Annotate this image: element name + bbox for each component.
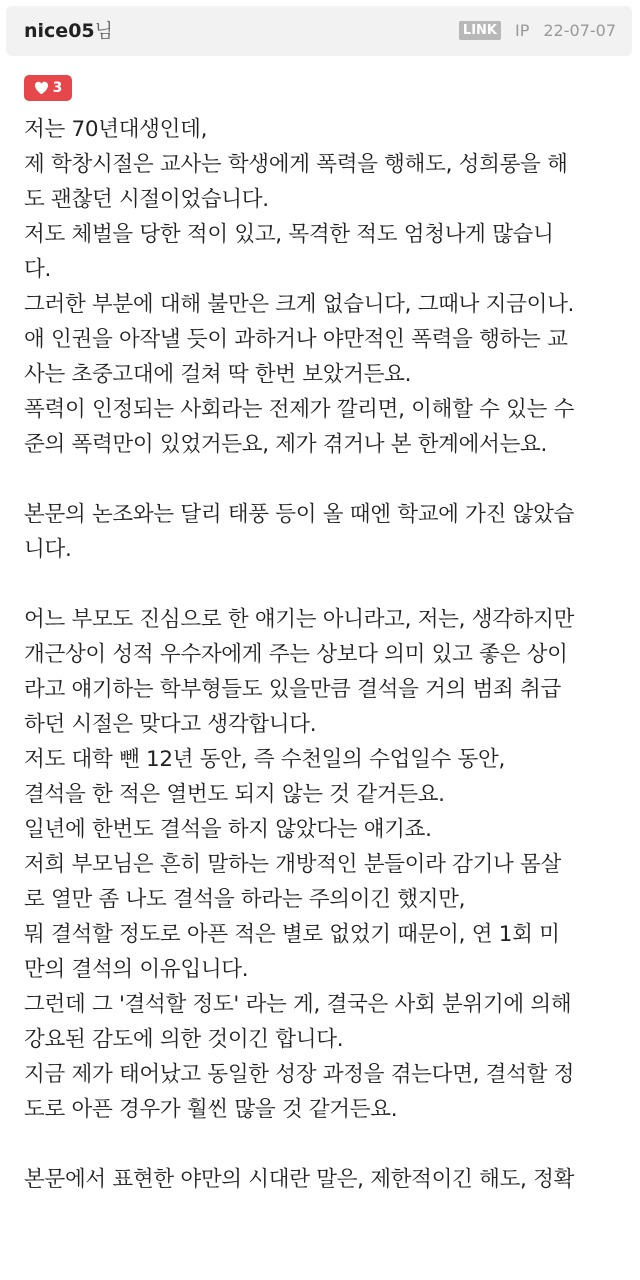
comment-text-line: 저도 체벌을 당한 적이 있고, 목격한 적도 엄청나게 많습니 <box>24 222 554 247</box>
author[interactable] <box>24 19 113 43</box>
comment-text-line: 로 열만 좀 나도 결석을 하라는 주의이긴 했지만, <box>24 887 466 912</box>
comment-text-line: 다. <box>24 257 52 282</box>
author-honorific: 님 <box>94 20 113 42</box>
comment-text-line: 본문에서 표현한 야만의 시대란 말은, 제한적이긴 해도, 정확 <box>24 1167 575 1192</box>
paragraph-break <box>24 1127 624 1162</box>
comment-text-line: 제 학창시절은 교사는 학생에게 폭력을 행해도, 성희롱을 해 <box>24 152 568 177</box>
comment-body <box>24 112 624 1197</box>
comment-text-line: 뭐 결석할 정도로 아픈 적은 별로 없었기 때문이, 연 1회 미 <box>24 922 560 947</box>
ip-label: IP <box>515 21 530 40</box>
heart-icon <box>34 81 49 95</box>
comment-text-line: 저도 대학 뺀 12년 동안, 즉 수천일의 수업일수 동안, <box>24 747 506 772</box>
comment-text-line: 도 괜찮던 시절이었습니다. <box>24 187 269 212</box>
paragraph-break <box>24 462 624 497</box>
comment-text-line: 일년에 한번도 결석을 하지 않았다는 얘기죠. <box>24 817 432 842</box>
comment-text-line: 개근상이 성적 우수자에게 주는 상보다 의미 있고 좋은 상이 <box>24 642 568 667</box>
comment-text-line: 본문의 논조와는 달리 태풍 등이 올 때엔 학교에 가진 않았습 <box>24 502 575 527</box>
comment-text-line: 저는 70년대생인데, <box>24 117 208 142</box>
paragraph-break <box>24 567 624 602</box>
comment-date: 22-07-07 <box>543 21 616 40</box>
comment-text-line: 사는 초중고대에 걸쳐 딱 한번 보았거든요. <box>24 362 412 387</box>
author-name[interactable]: nice05 <box>24 20 95 42</box>
comment-text-line: 준의 폭력만이 있었거든요, 제가 겪거나 본 한계에서는요. <box>24 432 548 457</box>
comment-text-line: 결석을 한 적은 열번도 되지 않는 것 같거든요. <box>24 782 445 807</box>
comment-text-line: 어느 부모도 진심으로 한 얘기는 아니라고, 저는, 생각하지만 <box>24 607 575 632</box>
comment-text-line: 그런데 그 '결석할 정도' 라는 게, 결국은 사회 분위기에 의해 <box>24 992 572 1017</box>
comment-meta <box>459 21 616 40</box>
like-button[interactable] <box>24 75 72 101</box>
comment-text-line: 만의 결석의 이유입니다. <box>24 957 249 982</box>
comment-text-line: 도로 아픈 경우가 훨씬 많을 것 같거든요. <box>24 1097 398 1122</box>
comment-text-line: 강요된 감도에 의한 것이긴 합니다. <box>24 1027 344 1052</box>
comment-text-line: 하던 시절은 맞다고 생각합니다. <box>24 712 317 737</box>
comment-text-line: 폭력이 인정되는 사회라는 전제가 깔리면, 이해할 수 있는 수 <box>24 397 575 422</box>
comment-text-line: 애 인권을 아작낼 듯이 과하거나 야만적인 폭력을 행하는 교 <box>24 327 568 352</box>
link-badge[interactable]: LINK <box>459 21 501 40</box>
comment-text-line: 그러한 부분에 대해 불만은 크게 없습니다, 그때나 지금이나. <box>24 292 575 317</box>
comment-text-line: 라고 얘기하는 학부형들도 있을만큼 결석을 거의 범죄 취급 <box>24 677 561 702</box>
like-count: 3 <box>52 80 63 96</box>
comment-text-line: 저희 부모님은 흔히 말하는 개방적인 분들이라 감기나 몸살 <box>24 852 561 877</box>
comment-text-line: 지금 제가 태어났고 동일한 성장 과정을 겪는다면, 결석할 정 <box>24 1062 575 1087</box>
comment-header <box>6 6 632 56</box>
comment-text-line: 니다. <box>24 537 72 562</box>
